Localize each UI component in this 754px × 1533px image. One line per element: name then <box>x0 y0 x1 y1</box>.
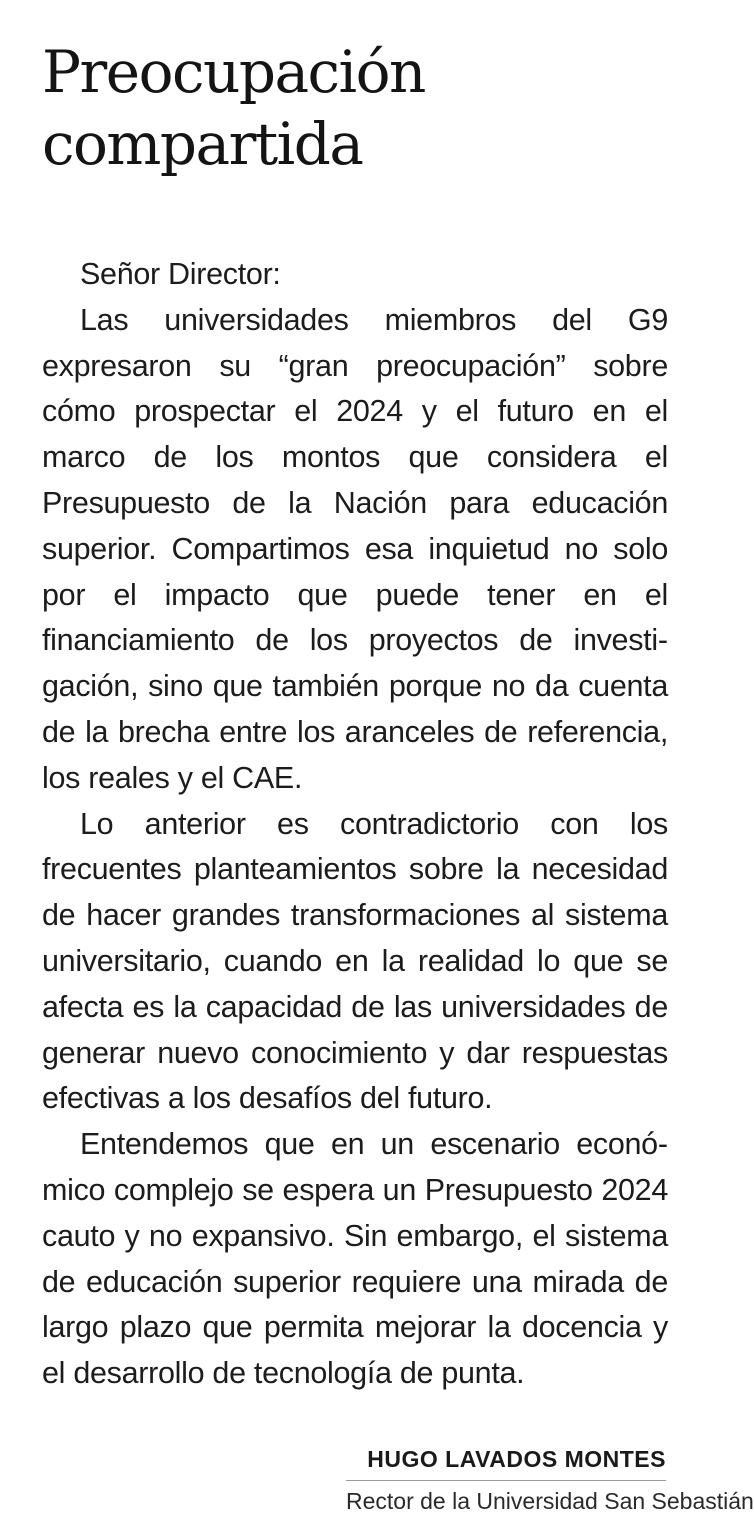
article-headline <box>42 36 642 180</box>
author-title: Rector de la Universidad San Sebastián <box>346 1488 754 1514</box>
paragraph-2: Lo anterior es contradictorio con los frecuentes planteamientos sobre la necesidad de hacer grandes transformaciones al sistema universitario, cuando en la realidad lo que se afecta es la capacidad de las universidades de generar nuevo conocimiento y dar respuestas efectivas a los desafíos del futuro. <box>42 806 668 1116</box>
paragraph-1: Las universidades miembros del G9 expresaron su “gran preocupación” sobre cómo prospectar el 2024 y el futuro en el marco de los montos que considera el Presupuesto de la Nación para educación superior. Compartimos esa inquietud no solo por el impacto que puede tener en el financiamiento de los proyectos de investigación, sino que también porque no da cuenta de la brecha entre los aranceles de referencia, los reales y el CAE. <box>42 302 668 795</box>
author-name: HUGO LAVADOS MONTES <box>346 1442 666 1481</box>
paragraph-3: Entendemos que en un escenario económico complejo se espera un Presupuesto 2024 cauto y no expansivo. Sin embargo, el sistema de educación superior requiere una mirada de largo plazo que permita mejorar la docencia y el desarrollo de tecnología de punta. <box>42 1127 668 1391</box>
letter-body <box>42 252 668 1397</box>
headline-line-2: compartida <box>42 110 363 178</box>
signature-block <box>346 1442 754 1521</box>
salutation: Señor Director: <box>80 257 281 291</box>
headline-line-1: Preocupación <box>42 38 425 106</box>
